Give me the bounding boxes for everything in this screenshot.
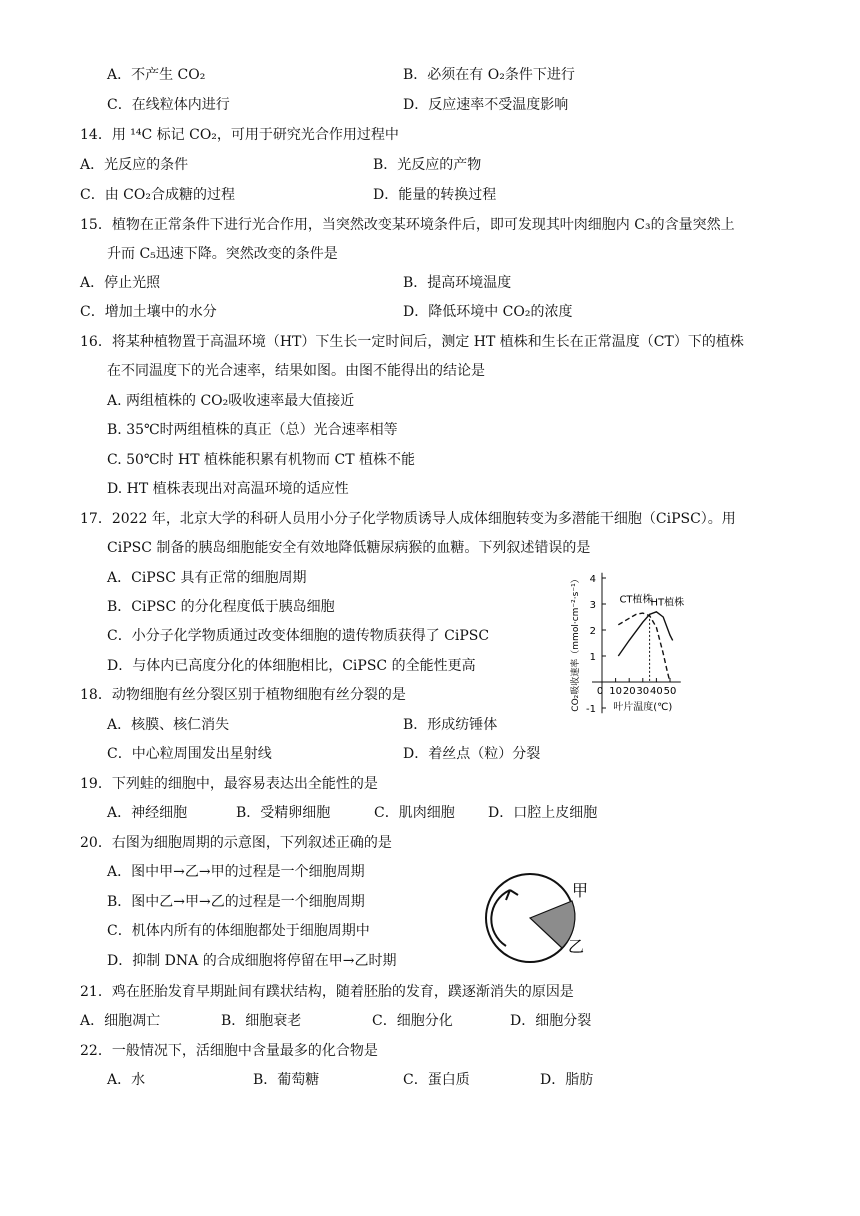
q19-option-a: A．神经细胞 — [107, 805, 188, 821]
q22-option-b: B．葡萄糖 — [253, 1072, 320, 1088]
q22-stem: 22．一般情况下，活细胞中含量最多的化合物是 — [80, 1043, 378, 1059]
q21-stem: 21．鸡在胚胎发育早期趾间有蹼状结构，随着胚胎的发育，蹼逐渐消失的原因是 — [80, 984, 574, 1000]
q15-option-c: C．增加土壤中的水分 — [80, 304, 217, 320]
label-yi: 乙 — [568, 937, 585, 956]
q17-option-d: D．与体内已高度分化的体细胞相比，CiPSC 的全能性更高 — [107, 658, 476, 674]
q22-option-d: D．脂肪 — [540, 1072, 594, 1088]
q20-option-a: A．图中甲→乙→甲的过程是一个细胞周期 — [107, 864, 365, 880]
q21-option-c: C．细胞分化 — [372, 1013, 453, 1029]
q14-option-b: B．光反应的产物 — [373, 157, 482, 173]
q21-option-d: D．细胞分裂 — [510, 1013, 592, 1029]
y-axis-label: CO₂吸收速率（mmol·cm⁻²·s⁻¹） — [571, 574, 581, 712]
q21-option-b: B．细胞衰老 — [221, 1013, 302, 1029]
q14-stem: 14．用 ¹⁴C 标记 CO₂，可用于研究光合作用过程中 — [80, 127, 399, 143]
q16-option-a: A. 两组植株的 CO₂吸收速率最大值接近 — [107, 393, 355, 409]
q18-option-c: C．中心粒周围发出星射线 — [107, 746, 272, 762]
x-tick-label: 40 — [650, 686, 663, 697]
y-tick-label: 4 — [589, 574, 596, 585]
q15-option-a: A．停止光照 — [80, 275, 161, 291]
q14-option-a: A．光反应的条件 — [80, 157, 189, 173]
x-tick-label: 30 — [636, 686, 650, 697]
x-axis-label: 叶片温度(℃) — [613, 702, 673, 713]
q18-option-a: A．核膜、核仁消失 — [107, 717, 230, 733]
q13-option-b: B．必须在有 O₂条件下进行 — [403, 67, 575, 83]
q20-option-c: C．机体内所有的体细胞都处于细胞周期中 — [107, 923, 370, 939]
co2-uptake-chart-svg — [560, 562, 770, 722]
q13-option-c: C．在线粒体内进行 — [107, 97, 230, 113]
q16-stem-line2: 在不同温度下的光合速率，结果如图。由图不能得出的结论是 — [107, 363, 485, 379]
q18-stem: 18．动物细胞有丝分裂区别于植物细胞有丝分裂的是 — [80, 687, 406, 703]
x-tick-label: 10 — [609, 686, 622, 697]
q15-option-b: B．提高环境温度 — [403, 275, 512, 291]
ct-series-label: CT植株 — [619, 594, 653, 606]
q16-stem-line1: 16．将某种植物置于高温环境（HT）下生长一定时间后，测定 HT 植株和生长在正常温度（CT）下的植株 — [80, 334, 744, 350]
q19-option-b: B．受精卵细胞 — [236, 805, 331, 821]
q16-option-c: C. 50℃时 HT 植株能积累有机物而 CT 植株不能 — [107, 452, 415, 468]
y-tick-label: 1 — [589, 652, 596, 663]
ct-series-line — [618, 613, 670, 682]
q19-option-c: C．肌肉细胞 — [374, 805, 455, 821]
ht-series-label: HT植株 — [650, 597, 685, 609]
q22-option-c: C．蛋白质 — [403, 1072, 470, 1088]
q18-option-b: B．形成纺锤体 — [403, 717, 498, 733]
q20-option-b: B．图中乙→甲→乙的过程是一个细胞周期 — [107, 894, 365, 910]
q20-option-d: D．抑制 DNA 的合成细胞将停留在甲→乙时期 — [107, 953, 397, 969]
q17-option-b: B．CiPSC 的分化程度低于胰岛细胞 — [107, 599, 335, 615]
y-tick-label: 2 — [589, 626, 596, 637]
q18-option-d: D．着丝点（粒）分裂 — [403, 746, 541, 762]
q16-option-b: B. 35℃时两组植株的真正（总）光合速率相等 — [107, 422, 398, 438]
ht-series-line — [618, 612, 672, 656]
y-tick-label: -1 — [586, 704, 596, 715]
x-zero-label: 0 — [596, 686, 604, 697]
q13-option-d: D．反应速率不受温度影响 — [403, 97, 569, 113]
q15-stem-line2: 升而 C₅迅速下降。突然改变的条件是 — [107, 246, 338, 262]
q17-option-a: A．CiPSC 具有正常的细胞周期 — [107, 570, 307, 586]
x-tick-label: 50 — [663, 686, 677, 697]
q22-option-a: A．水 — [107, 1072, 146, 1088]
q14-option-d: D．能量的转换过程 — [373, 187, 497, 203]
q20-stem: 20．右图为细胞周期的示意图，下列叙述正确的是 — [80, 835, 392, 851]
q14-option-c: C．由 CO₂合成糖的过程 — [80, 187, 235, 203]
q13-option-a: A．不产生 CO₂ — [107, 67, 206, 83]
co2-uptake-chart — [560, 562, 770, 722]
q17-option-c: C．小分子化学物质通过改变体细胞的遗传物质获得了 CiPSC — [107, 628, 490, 644]
q15-stem-line1: 15．植物在正常条件下进行光合作用，当突然改变某环境条件后，即可发现其叶肉细胞内 C₃的含量突然上 — [80, 217, 735, 233]
cell-cycle-svg — [478, 868, 598, 968]
y-tick-label: 3 — [589, 600, 596, 611]
q16-option-d: D. HT 植株表现出对高温环境的适应性 — [107, 481, 349, 497]
x-tick-label: 20 — [622, 686, 636, 697]
cell-cycle-diagram — [478, 868, 598, 968]
q17-stem-line2: CiPSC 制备的胰岛细胞能安全有效地降低糖尿病猴的血糖。下列叙述错误的是 — [107, 540, 591, 556]
q19-option-d: D．口腔上皮细胞 — [488, 805, 598, 821]
q17-stem-line1: 17．2022 年，北京大学的科研人员用小分子化学物质诱导人成体细胞转变为多潜能干细胞（CiPSC）。用 — [80, 511, 736, 527]
q19-stem: 19．下列蛙的细胞中，最容易表达出全能性的是 — [80, 776, 378, 792]
q15-option-d: D．降低环境中 CO₂的浓度 — [403, 304, 573, 320]
q21-option-a: A．细胞凋亡 — [80, 1013, 161, 1029]
label-jia: 甲 — [572, 881, 589, 900]
